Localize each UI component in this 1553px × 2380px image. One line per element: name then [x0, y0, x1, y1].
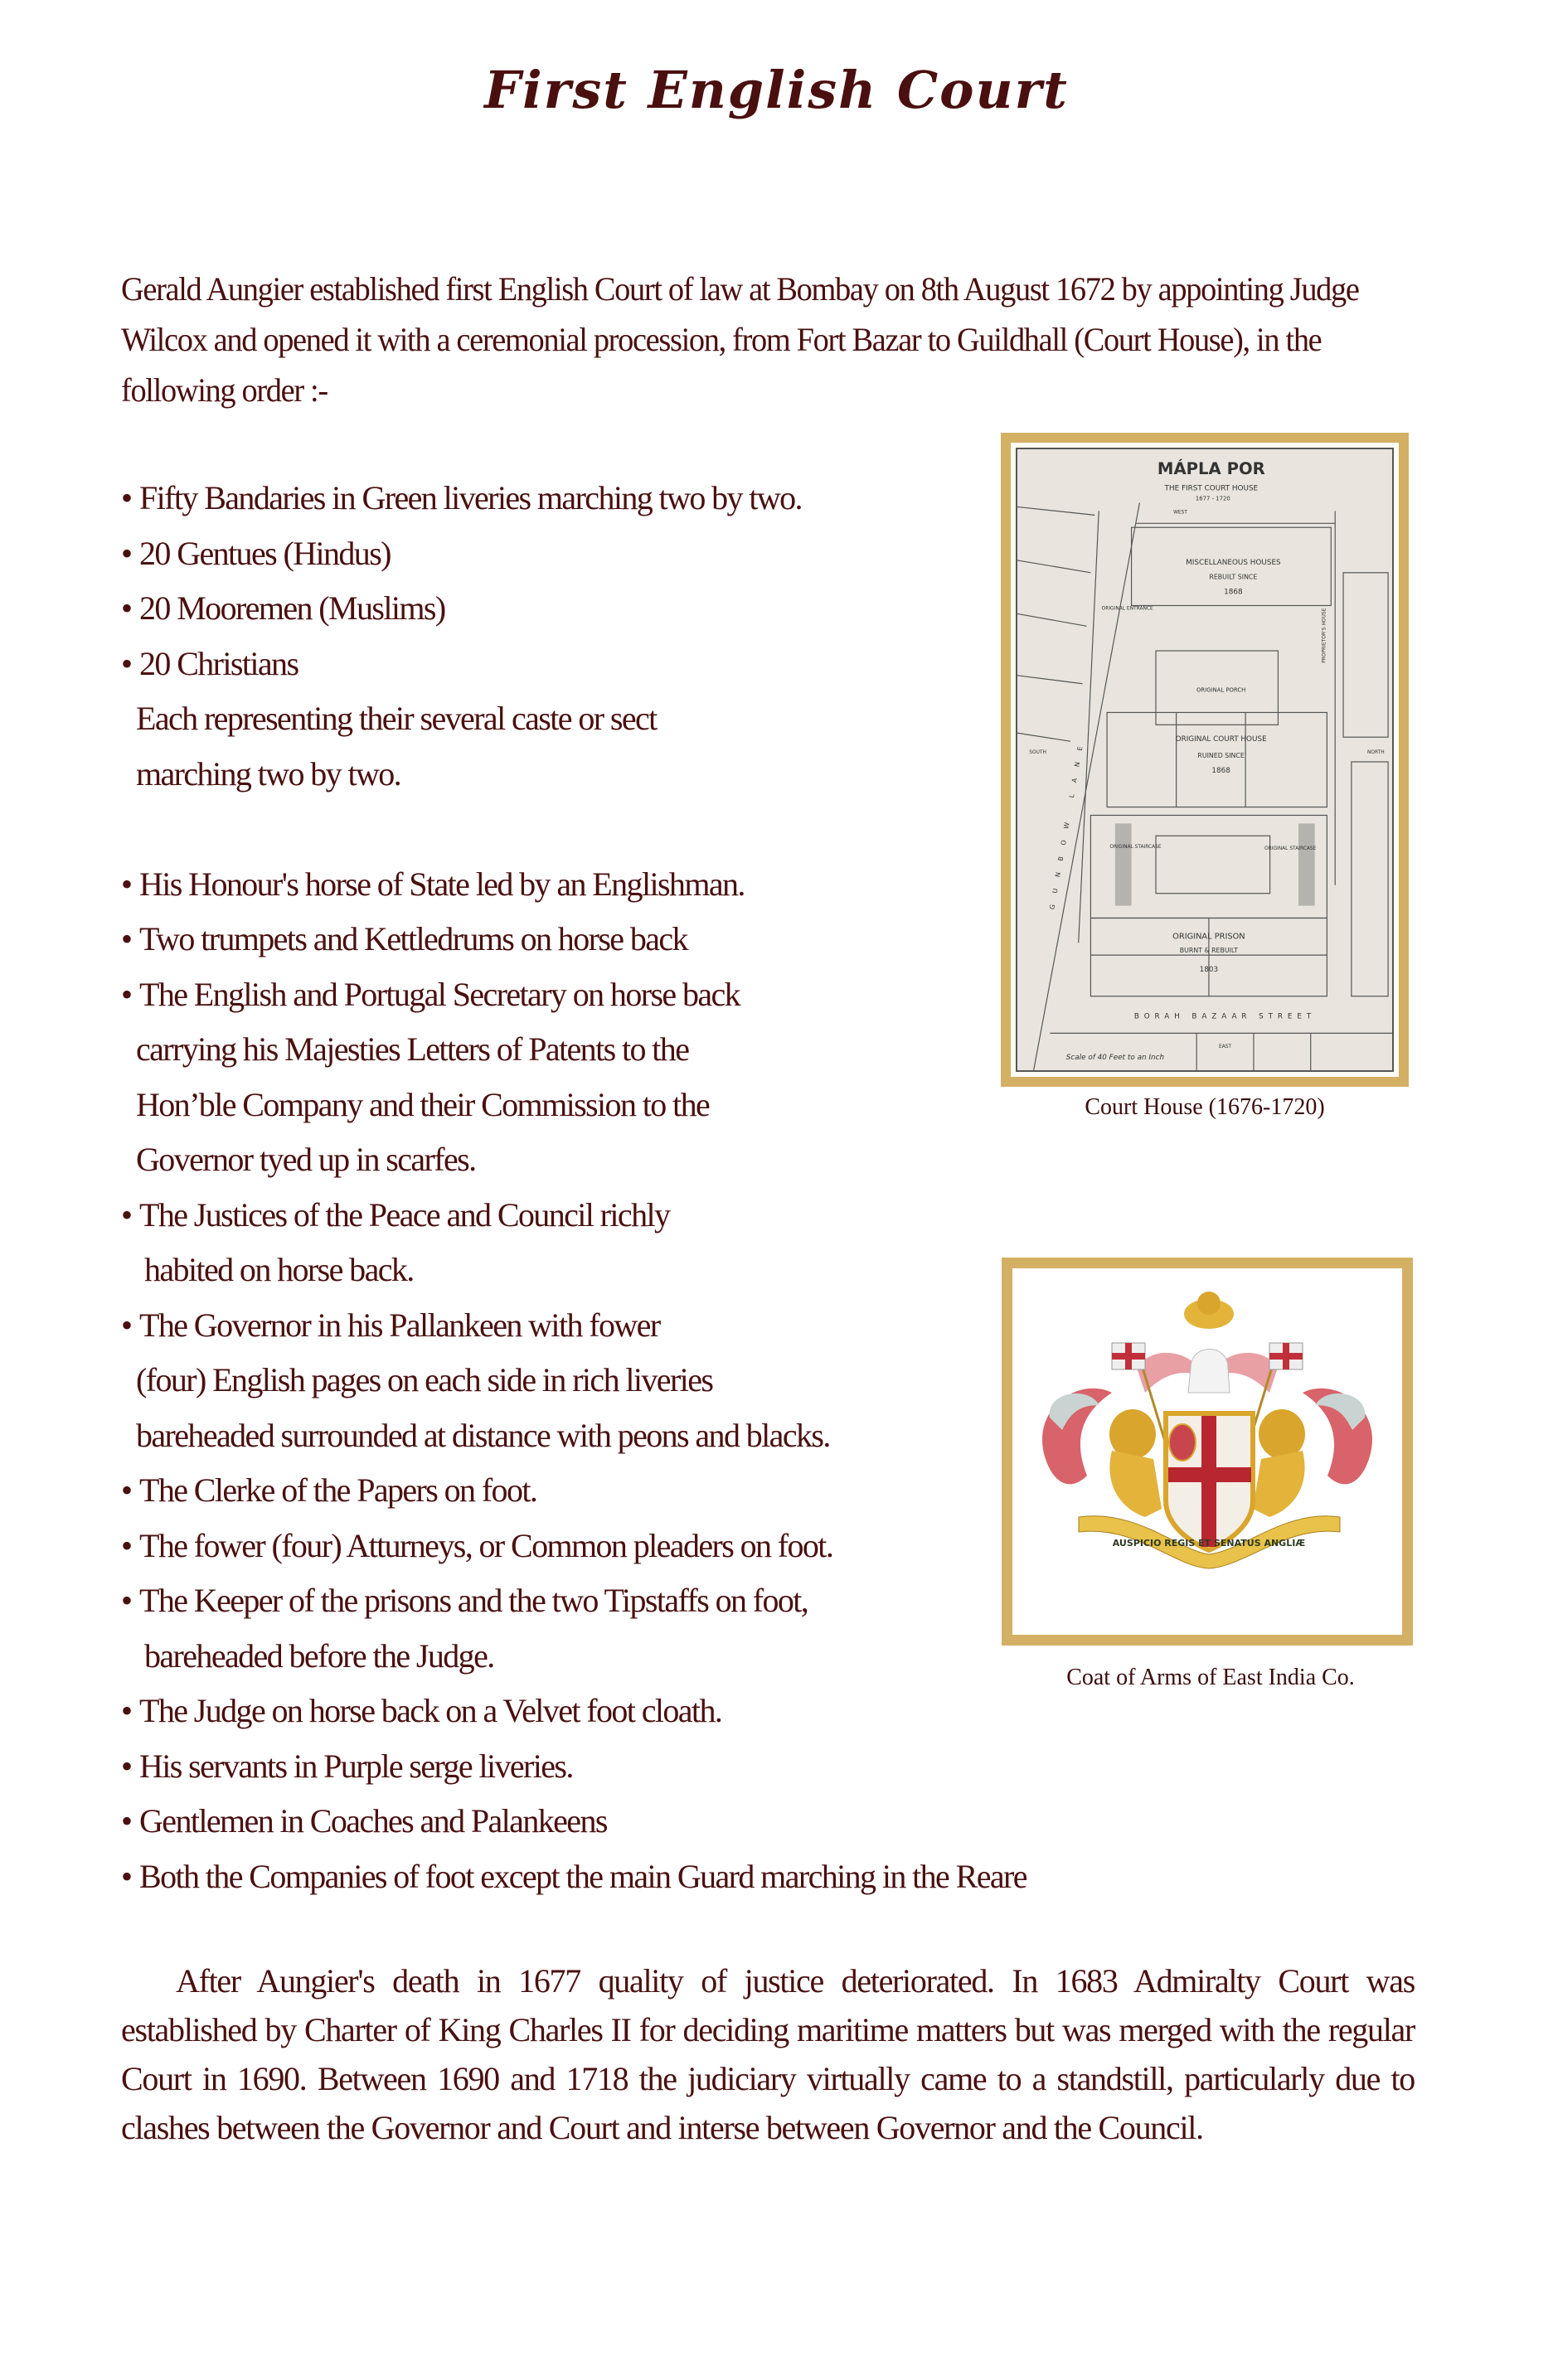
svg-text:MISCELLANEOUS HOUSES: MISCELLANEOUS HOUSES	[1186, 558, 1281, 567]
bullet-icon: •	[121, 1471, 132, 1509]
svg-text:WEST: WEST	[1173, 510, 1187, 516]
court-house-figure-frame	[1001, 433, 1409, 1087]
list-item	[121, 1739, 1199, 1795]
bullet-icon: •	[121, 1747, 132, 1785]
motto-text: AUSPICIO REGIS ET SENATUS ANGLIÆ	[1112, 1538, 1306, 1549]
list-item-text: The Judge on horse back on a Velvet foot cloath.	[139, 1692, 722, 1729]
svg-text:ORIGINAL STAIRCASE: ORIGINAL STAIRCASE	[1264, 846, 1317, 852]
coat-of-arms-image	[1012, 1268, 1402, 1635]
svg-text:GUNBOW LANE: GUNBOW LANE	[1048, 734, 1086, 910]
list-item-text: 20 Mooremen (Muslims)	[139, 589, 445, 627]
svg-text:RUINED SINCE: RUINED SINCE	[1197, 751, 1245, 760]
list-item-text: 20 Gentues (Hindus)	[139, 534, 391, 572]
list-item-text: Both the Companies of foot except the main Guard marching in the Reare	[139, 1857, 1026, 1895]
list-item-text: carrying his Majesties Letters of Patents to the	[136, 1030, 689, 1068]
list-item-text: The Clerke of the Papers on foot.	[139, 1471, 537, 1509]
coat-of-arms-emblem	[1012, 1268, 1402, 1635]
svg-text:EAST: EAST	[1219, 1045, 1232, 1050]
svg-text:SOUTH: SOUTH	[1029, 750, 1046, 756]
crest-lion-icon	[1184, 1292, 1234, 1393]
floor-plan-drawing	[1017, 449, 1392, 1070]
list-item-text: The Keeper of the prisons and the two Tipstaffs on foot,	[139, 1582, 808, 1619]
list-item-text: 20 Christians	[139, 644, 298, 682]
bullet-icon: •	[121, 644, 132, 682]
list-item	[121, 1794, 1199, 1849]
intro-text: Gerald Aungier established first English Court of law at Bombay on 8th August 1672 by appointing Judge Wilcox and opened it with a ceremonial procession, from Fort Bazar to Guildhall (Court House), in the following order :-	[121, 270, 1359, 409]
coat-of-arms-figure-frame	[1002, 1258, 1413, 1646]
bullet-icon: •	[121, 1195, 132, 1234]
coat-of-arms-caption: Coat of Arms of East India Co.	[1066, 1665, 1355, 1690]
svg-text:ORIGINAL PORCH: ORIGINAL PORCH	[1196, 686, 1246, 694]
bullet-icon: •	[121, 589, 132, 627]
bullet-icon: •	[121, 1802, 132, 1840]
list-item-text: Two trumpets and Kettledrums on horse back	[139, 920, 687, 957]
list-item-continuation	[121, 1132, 1199, 1188]
map-heading: MÁPLA POR	[1157, 458, 1265, 478]
svg-text:REBUILT SINCE: REBUILT SINCE	[1209, 573, 1258, 581]
list-item	[121, 1188, 1199, 1243]
list-item-text: bareheaded before the Judge.	[144, 1636, 494, 1675]
svg-text:1868: 1868	[1211, 766, 1230, 775]
svg-text:1677 - 1720: 1677 - 1720	[1195, 495, 1230, 502]
list-item-text: The fower (four) Atturneys, or Common pleaders on foot.	[139, 1526, 833, 1564]
bullet-icon: •	[121, 920, 132, 957]
bullet-icon: •	[121, 1526, 132, 1564]
svg-text:NORTH: NORTH	[1366, 750, 1385, 756]
map-scale-label: Scale of 40 Feet to an Inch	[1065, 1054, 1165, 1063]
svg-text:ORIGINAL PRISON: ORIGINAL PRISON	[1172, 932, 1245, 942]
court-house-map-image	[1016, 448, 1394, 1072]
closing-paragraph	[121, 1956, 1415, 2152]
list-item	[121, 1684, 1199, 1739]
list-item-text: habited on horse back.	[144, 1251, 414, 1288]
court-house-caption: Court House (1676-1720)	[1085, 1094, 1325, 1120]
list-item-text: The Justices of the Peace and Council richly	[139, 1195, 670, 1234]
intro-paragraph	[121, 264, 1363, 415]
list-item	[121, 1849, 1199, 1905]
list-item-text: Fifty Bandaries in Green liveries marching two by two.	[139, 479, 802, 516]
list-item-text: marching two by two.	[136, 754, 401, 793]
list-item-text: Each representing their several caste or sect	[136, 700, 657, 737]
svg-text:BURNT & REBUILT: BURNT & REBUILT	[1179, 947, 1239, 955]
list-item-text: bareheaded surrounded at distance with peons and blacks.	[136, 1416, 830, 1454]
svg-text:ORIGINAL COURT HOUSE: ORIGINAL COURT HOUSE	[1175, 735, 1267, 744]
closing-text: After Aungier's death in 1677 quality of justice deteriorated. In 1683 Admiralty Court was established by Charter of King Charles II for deciding maritime matters but was merged with the regular Court in 1690. Between 1690 and 1718 the judiciary virtually came to a standstill, particularly due to clashes between the Governor and Court and interse between Governor and the Council.	[121, 1962, 1415, 2146]
svg-text:1868: 1868	[1224, 588, 1243, 597]
list-item-text: His Honour's horse of State led by an Englishman.	[139, 865, 745, 903]
svg-text:BORAH BAZAAR STREET: BORAH BAZAAR STREET	[1133, 1012, 1317, 1021]
list-item-text: His servants in Purple serge liveries.	[139, 1747, 573, 1785]
svg-text:1803: 1803	[1199, 965, 1219, 974]
svg-text:ORIGINAL STAIRCASE: ORIGINAL STAIRCASE	[1109, 845, 1162, 851]
bullet-icon: •	[121, 479, 132, 516]
bullet-icon: •	[121, 1306, 132, 1344]
svg-text:ORIGINAL ENTRANCE: ORIGINAL ENTRANCE	[1101, 606, 1153, 612]
page-title: First English Court	[484, 60, 1069, 120]
list-item-text: The Governor in his Pallankeen with fower	[139, 1306, 660, 1344]
shield-icon	[1166, 1413, 1253, 1550]
bullet-icon: •	[121, 865, 132, 903]
list-item-text: Hon’ble Company and their Commission to the	[136, 1085, 710, 1123]
list-item-text: Gentlemen in Coaches and Palankeens	[139, 1802, 607, 1840]
bullet-icon: •	[121, 1582, 132, 1619]
list-item-text: The English and Portugal Secretary on horse back	[139, 975, 740, 1013]
bullet-icon: •	[121, 534, 132, 572]
list-item-text: (four) English pages on each side in rich liveries	[136, 1361, 713, 1398]
bullet-icon: •	[121, 1692, 132, 1729]
list-item-text: Governor tyed up in scarfes.	[136, 1141, 476, 1178]
bullet-icon: •	[121, 1857, 132, 1895]
bullet-icon: •	[121, 975, 132, 1013]
svg-text:THE FIRST COURT HOUSE: THE FIRST COURT HOUSE	[1164, 484, 1259, 493]
svg-text:PROPRIETOR'S HOUSE: PROPRIETOR'S HOUSE	[1322, 608, 1327, 663]
